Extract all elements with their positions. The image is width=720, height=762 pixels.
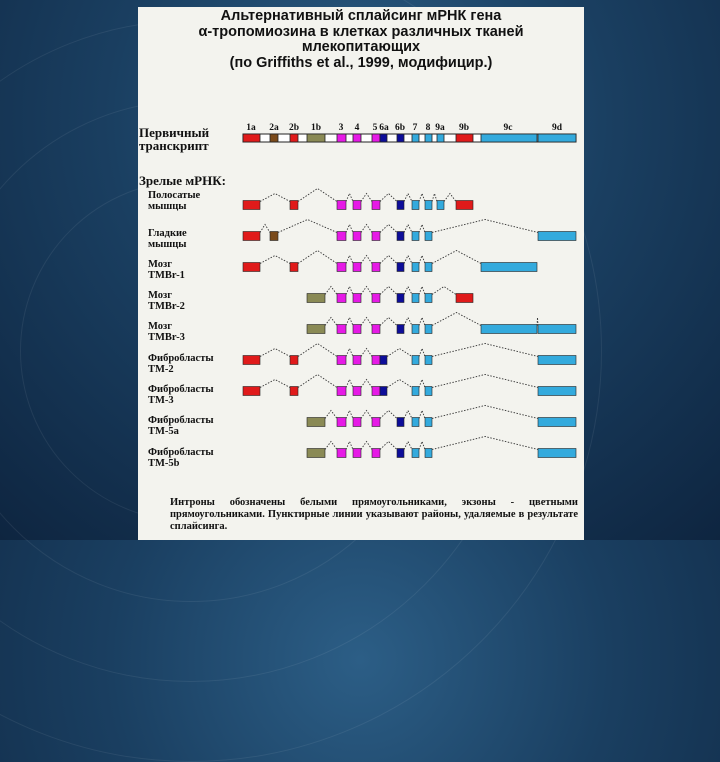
spliced-intron-line [346,442,353,450]
exon-9b-block [456,201,473,210]
exon-8-block [425,294,432,303]
spliced-intron-line [404,256,412,264]
spliced-intron-line [298,344,337,357]
spliced-intron-line [432,344,538,357]
exon-2b-block [290,387,298,396]
spliced-intron-line [404,318,412,326]
spliced-intron-line [298,251,337,264]
primary-exon-9b [456,134,473,142]
exon-5-block [372,449,380,458]
title-line: млекопитающих [301,39,421,55]
exon-5-block [372,325,380,334]
spliced-intron-line [361,287,372,295]
primary-exon-3 [337,134,346,142]
mrna-label: Мозг TMBr-2 [148,290,185,312]
exon-7-block [412,294,419,303]
exon-7-block [412,449,419,458]
exon-8-block [425,449,432,458]
slide [138,7,584,540]
exon-2b-block [290,356,298,365]
spliced-intron-line [432,375,538,388]
mrna-label: Мозг TMBr-1 [148,259,185,281]
exon-8-block [425,325,432,334]
exon-1b-block [307,449,325,458]
exon-label: 5 [372,123,378,133]
exon-label: 9c [503,123,513,133]
exon-label: 1b [310,123,322,133]
exon-9d-block [538,449,576,458]
exon-6a-block [380,387,387,396]
exon-4-block [353,201,361,210]
exon-label: 3 [338,123,344,133]
primary-exon-2a [270,134,278,142]
exon-9d-block [538,418,576,427]
exon-2a-block [270,232,278,241]
spliced-intron-line [325,411,337,419]
spliced-intron-line [419,349,425,357]
primary-exon-9c [481,134,537,142]
spliced-intron-line [298,375,337,388]
exon-label: 9a [435,123,445,133]
exon-1a-block [243,387,260,396]
spliced-intron-line [278,220,337,233]
spliced-intron-line [260,380,290,388]
spliced-intron-line [346,411,353,419]
exon-9d-block [538,232,576,241]
primary-label-line: Первичный [139,125,210,140]
exon-6b-block [397,232,404,241]
spliced-intron-line [404,225,412,233]
spliced-intron-line [387,349,412,357]
exon-1a-block [243,201,260,210]
exon-2b-block [290,201,298,210]
spliced-intron-line [419,442,425,450]
exon-4-block [353,387,361,396]
exon-7-block [412,356,419,365]
exon-1b-block [307,294,325,303]
exon-5-block [372,201,380,210]
exon-9b-block [456,294,473,303]
spliced-intron-line [380,318,397,326]
spliced-intron-line [380,442,397,450]
exon-3-block [337,263,346,272]
spliced-intron-line [380,287,397,295]
spliced-intron-line [361,380,372,388]
exon-3-block [337,418,346,427]
exon-7-block [412,232,419,241]
spliced-intron-line [404,287,412,295]
exon-3-block [337,201,346,210]
primary-exon-1a [243,134,260,142]
spliced-intron-line [419,287,425,295]
exon-1a-block [243,356,260,365]
mrna-label: Фибробласты TM-5b [148,447,214,469]
spliced-intron-line [419,194,425,202]
exon-2b-block [290,263,298,272]
title-line: (по Griffiths et al., 1999, модифицир.) [229,54,493,71]
exon-6b-block [397,325,404,334]
spliced-intron-line [346,256,353,264]
spliced-intron-line [325,442,337,450]
exon-label: 8 [425,123,431,133]
primary-exon-5 [372,134,380,142]
spliced-intron-line [380,194,397,202]
mature-mrna-label: Зрелые мРНК: [139,173,226,188]
exon-9d-block [538,325,576,334]
exon-3-block [337,356,346,365]
exon-3-block [337,387,346,396]
spliced-intron-line [419,318,425,326]
spliced-intron-line [404,442,412,450]
mrna-label: Фибробласты TM-5a [148,415,214,437]
spliced-intron-line [260,194,290,202]
primary-exon-6b [397,134,404,142]
primary-exon-7 [412,134,419,142]
exon-3-block [337,232,346,241]
exon-9c-block [481,325,537,334]
exon-7-block [412,263,419,272]
mrna-label: Фибробласты TM-2 [148,353,214,375]
exon-1b-block [307,418,325,427]
exon-label: 6a [379,123,389,133]
spliced-intron-line [380,256,397,264]
exon-4-block [353,418,361,427]
exon-6a-block [380,356,387,365]
exon-8-block [425,263,432,272]
spliced-intron-line [346,287,353,295]
spliced-intron-line [346,225,353,233]
exon-7-block [412,387,419,396]
exon-5-block [372,263,380,272]
mrna-label: Полосатые мышцы [148,190,201,212]
exon-5-block [372,356,380,365]
spliced-intron-line [419,380,425,388]
spliced-intron-line [325,287,337,295]
caption: Интроны обозначены белыми прямоугольниками, экзоны - цветными прямоугольниками. Пунктирные линии указывают районы, удаляемые в результате сплайсинга. [170,497,578,532]
spliced-intron-line [361,256,372,264]
spliced-intron-line [380,225,397,233]
exon-5-block [372,232,380,241]
exon-6b-block [397,418,404,427]
exon-4-block [353,325,361,334]
exon-4-block [353,294,361,303]
exon-5-block [372,294,380,303]
exon-6b-block [397,263,404,272]
spliced-intron-line [260,225,270,233]
primary-exon-1b [307,134,325,142]
spliced-intron-line [432,194,437,202]
exon-3-block [337,325,346,334]
spliced-intron-line [419,256,425,264]
exon-5-block [372,387,380,396]
exon-label: 6b [394,123,406,133]
spliced-intron-line [432,251,481,264]
exon-6b-block [397,449,404,458]
spliced-intron-line [387,380,412,388]
exon-4-block [353,263,361,272]
spliced-intron-line [419,411,425,419]
splicing-diagram [138,7,584,540]
exon-label: 1a [246,123,256,133]
primary-exon-8 [425,134,432,142]
exon-4-block [353,232,361,241]
spliced-intron-line [260,256,290,264]
spliced-intron-line [419,225,425,233]
primary-exon-9d [538,134,576,142]
exon-4-block [353,449,361,458]
exon-8-block [425,201,432,210]
exon-6b-block [397,201,404,210]
spliced-intron-line [361,225,372,233]
exon-7-block [412,418,419,427]
spliced-intron-line [346,318,353,326]
exon-label: 2a [269,123,279,133]
exon-8-block [425,387,432,396]
exon-label: 7 [412,123,418,133]
mrna-label: Гладкие мышцы [148,228,187,250]
mrna-label: Фибробласты TM-3 [148,384,214,406]
spliced-intron-line [346,194,353,202]
primary-label-line: транскрипт [139,138,209,153]
spliced-intron-line [325,318,337,326]
spliced-intron-line [404,194,412,202]
exon-5-block [372,418,380,427]
exon-label: 9b [458,123,470,133]
exon-6b-block [397,294,404,303]
exon-1a-block [243,263,260,272]
spliced-intron-line [432,437,538,450]
spliced-intron-line [432,287,456,295]
exon-9d-block [538,387,576,396]
exon-9a-block [437,201,444,210]
spliced-intron-line [404,411,412,419]
spliced-intron-line [346,349,353,357]
spliced-intron-line [432,313,481,326]
exon-1b-block [307,325,325,334]
spliced-intron-line [346,380,353,388]
exon-label: 9d [551,123,563,133]
spliced-intron-line [361,318,372,326]
title-line: α-тропомиозина в клетках различных тканей [198,23,524,40]
primary-exon-2b [290,134,298,142]
exon-8-block [425,356,432,365]
exon-7-block [412,201,419,210]
spliced-intron-line [298,189,337,202]
primary-exon-4 [353,134,361,142]
spliced-intron-line [432,220,538,233]
exon-4-block [353,356,361,365]
exon-9c-block [481,263,537,272]
primary-exon-9a [437,134,444,142]
spliced-intron-line [432,406,538,419]
exon-3-block [337,449,346,458]
spliced-intron-line [444,194,456,202]
exon-9d-block [538,356,576,365]
spliced-intron-line [361,349,372,357]
exon-3-block [337,294,346,303]
exon-8-block [425,232,432,241]
exon-1a-block [243,232,260,241]
spliced-intron-line [361,194,372,202]
spliced-intron-line [361,411,372,419]
exon-7-block [412,325,419,334]
title-line: Альтернативный сплайсинг мРНК гена [220,8,502,24]
spliced-intron-line [380,411,397,419]
spliced-intron-line [260,349,290,357]
mrna-label: Мозг TMBr-3 [148,321,185,343]
spliced-intron-line [361,442,372,450]
primary-exon-6a [380,134,387,142]
exon-8-block [425,418,432,427]
exon-label: 2b [288,123,300,133]
exon-label: 4 [354,123,360,133]
